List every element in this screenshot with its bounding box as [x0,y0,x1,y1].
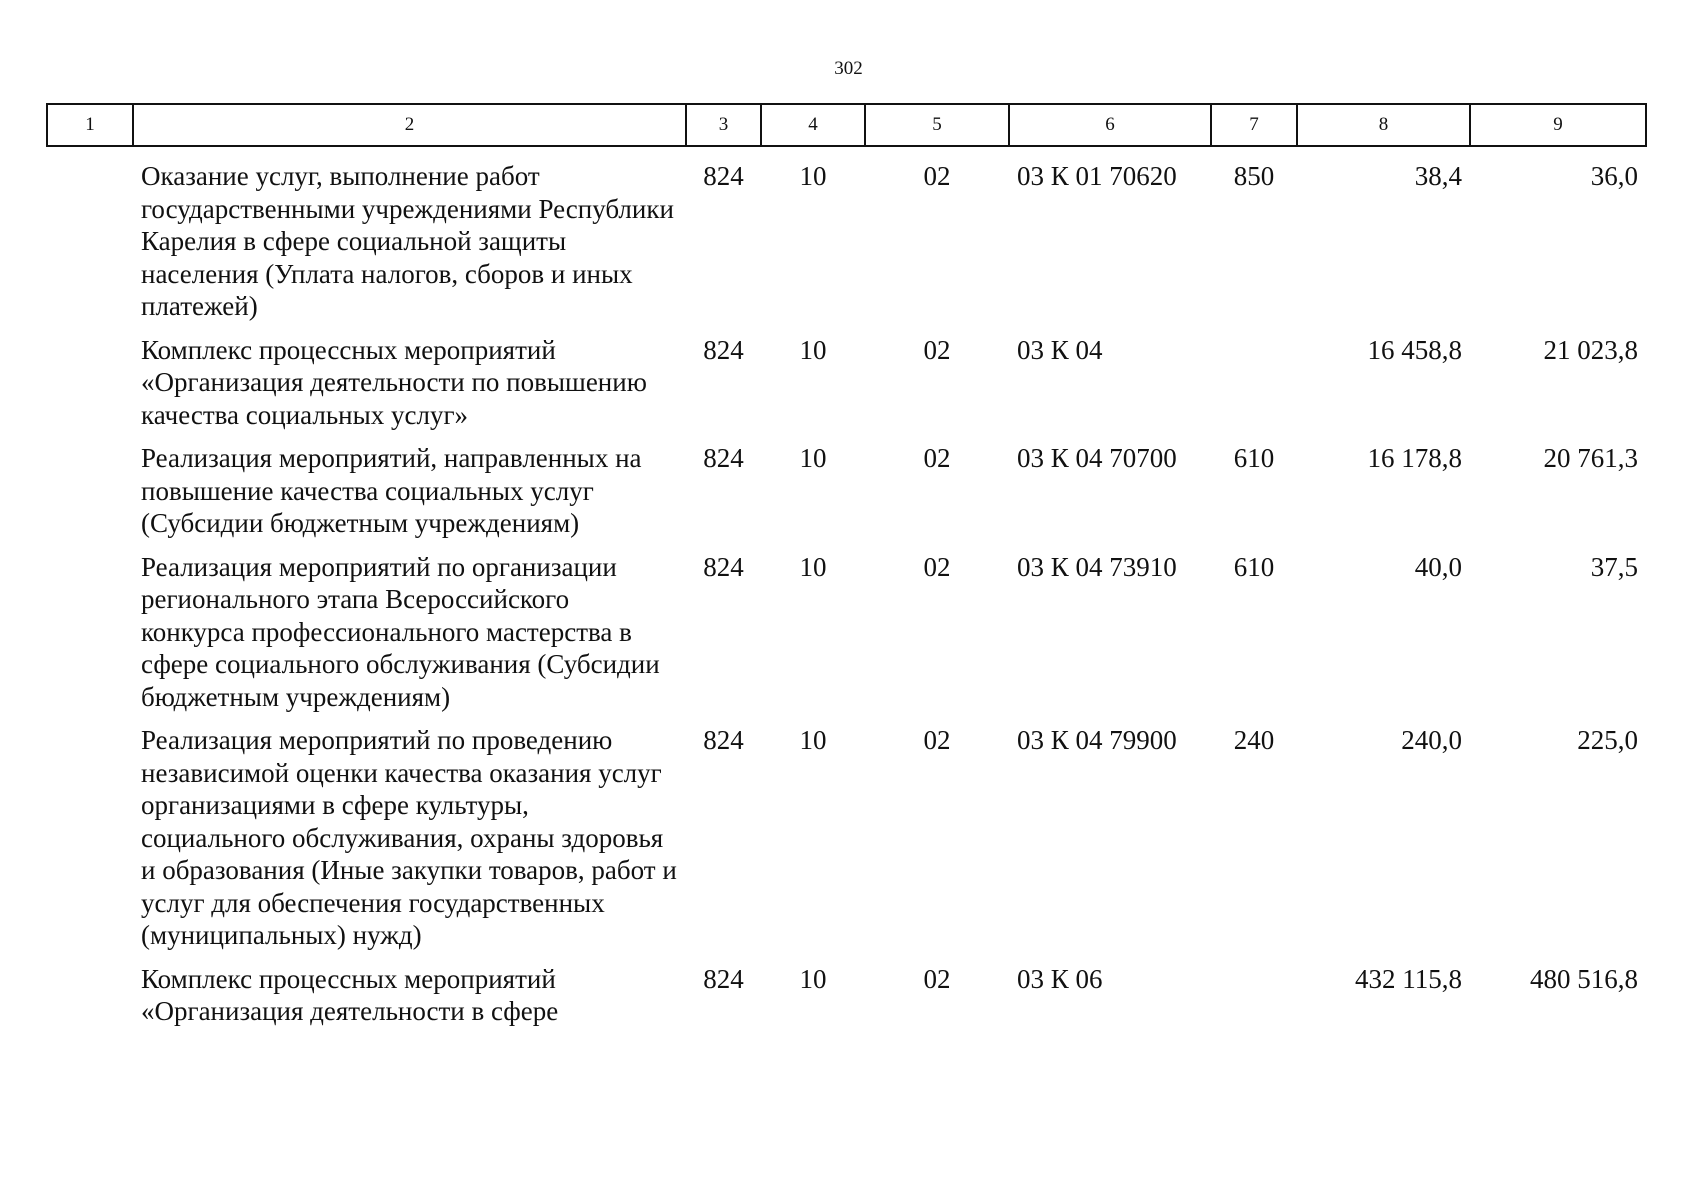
row-sum2-cell: 21 023,8 [1543,334,1638,365]
row-sum2-cell: 20 761,3 [1543,443,1638,473]
row-vr-cell: 240 [1233,725,1275,755]
row-sum2-cell: 37,5 [1590,551,1638,582]
header-col-9: 9 [1470,104,1646,146]
row-pr-cell: 02 [923,963,951,994]
header-col-7: 7 [1211,104,1297,146]
row-rz-cell: 10 [799,963,827,994]
row-col1-cell [47,323,133,432]
row-rz-cell: 10 [799,551,827,582]
row-grbs-cell: 824 [703,551,744,582]
header-col-1: 1 [47,104,133,146]
table-row [47,713,1646,952]
row-csr-cell: 03 К 04 73910 [1017,551,1177,582]
row-sum1-cell: 38,4 [1414,161,1462,191]
table-row [47,431,1646,540]
row-rz-cell: 10 [799,443,827,473]
table-body [47,146,1646,1028]
row-vr-cell [1211,952,1297,1028]
row-csr-cell: 03 К 06 [1017,963,1103,994]
row-sum1-cell: 432 115,8 [1355,963,1462,994]
row-rz-cell: 10 [799,725,827,755]
table-row [47,146,1646,323]
row-sum2-cell: 36,0 [1590,161,1638,191]
header-row [47,104,1646,146]
row-pr-cell: 02 [923,161,951,191]
row-grbs-cell: 824 [703,161,744,191]
row-vr-cell: 610 [1233,551,1275,582]
row-rz-cell: 10 [799,334,827,365]
row-name-cell: Оказание услуг, выполнение работ государственными учреждениями Республики Карелия в сфере социальной защиты населения (Уплата налогов, сборов и иных платежей) [141,161,674,321]
row-pr-cell: 02 [923,334,951,365]
row-sum2-cell: 480 516,8 [1530,963,1638,994]
row-col1-cell [47,431,133,540]
header-col-3: 3 [686,104,761,146]
table-header [47,104,1646,146]
row-name-cell: Реализация мероприятий по проведению независимой оценки качества оказания услуг организациями в сфере культуры, социального обслуживания, охраны здоровья и образования (Иные закупки товаров, работ и услуг для обеспечения государственных (муниципальных) нужд) [141,725,677,950]
row-csr-cell: 03 К 01 70620 [1017,161,1177,191]
header-col-5: 5 [865,104,1009,146]
row-col1-cell [47,952,133,1028]
row-col1-cell [47,713,133,952]
row-vr-cell: 850 [1233,161,1275,191]
header-col-2: 2 [133,104,686,146]
row-sum2-cell: 225,0 [1577,725,1638,755]
table-row [47,323,1646,432]
budget-table [46,103,1647,1028]
row-sum1-cell: 16 458,8 [1367,334,1462,365]
header-col-8: 8 [1297,104,1470,146]
row-rz-cell: 10 [799,161,827,191]
page-number: 302 [834,58,863,79]
row-pr-cell: 02 [923,725,951,755]
row-vr-cell: 610 [1233,443,1275,473]
row-col1-cell [47,146,133,323]
row-csr-cell: 03 К 04 [1017,334,1103,365]
table-row [47,952,1646,1028]
row-pr-cell: 02 [923,551,951,582]
header-col-4: 4 [761,104,865,146]
row-pr-cell: 02 [923,443,951,473]
row-sum1-cell: 40,0 [1414,551,1462,582]
table-row [47,540,1646,714]
row-name-cell: Реализация мероприятий, направленных на повышение качества социальных услуг (Субсидии бюджетным учреждениям) [141,443,642,538]
row-col1-cell [47,540,133,714]
row-name-cell: Комплекс процессных мероприятий «Организация деятельности по повышению качества социальных услуг» [141,334,647,430]
row-csr-cell: 03 К 04 79900 [1017,725,1177,755]
row-grbs-cell: 824 [703,963,744,994]
row-sum1-cell: 240,0 [1401,725,1462,755]
row-csr-cell: 03 К 04 70700 [1017,443,1177,473]
row-name-cell: Реализация мероприятий по организации регионального этапа Всероссийского конкурса профессионального мастерства в сфере социального обслуживания (Субсидии бюджетным учреждениям) [141,551,660,712]
row-grbs-cell: 824 [703,334,744,365]
row-vr-cell [1211,323,1297,432]
row-grbs-cell: 824 [703,725,744,755]
row-name-cell: Комплекс процессных мероприятий «Организация деятельности в сфере [141,963,559,1026]
header-col-6: 6 [1009,104,1211,146]
row-grbs-cell: 824 [703,443,744,473]
row-sum1-cell: 16 178,8 [1367,443,1462,473]
